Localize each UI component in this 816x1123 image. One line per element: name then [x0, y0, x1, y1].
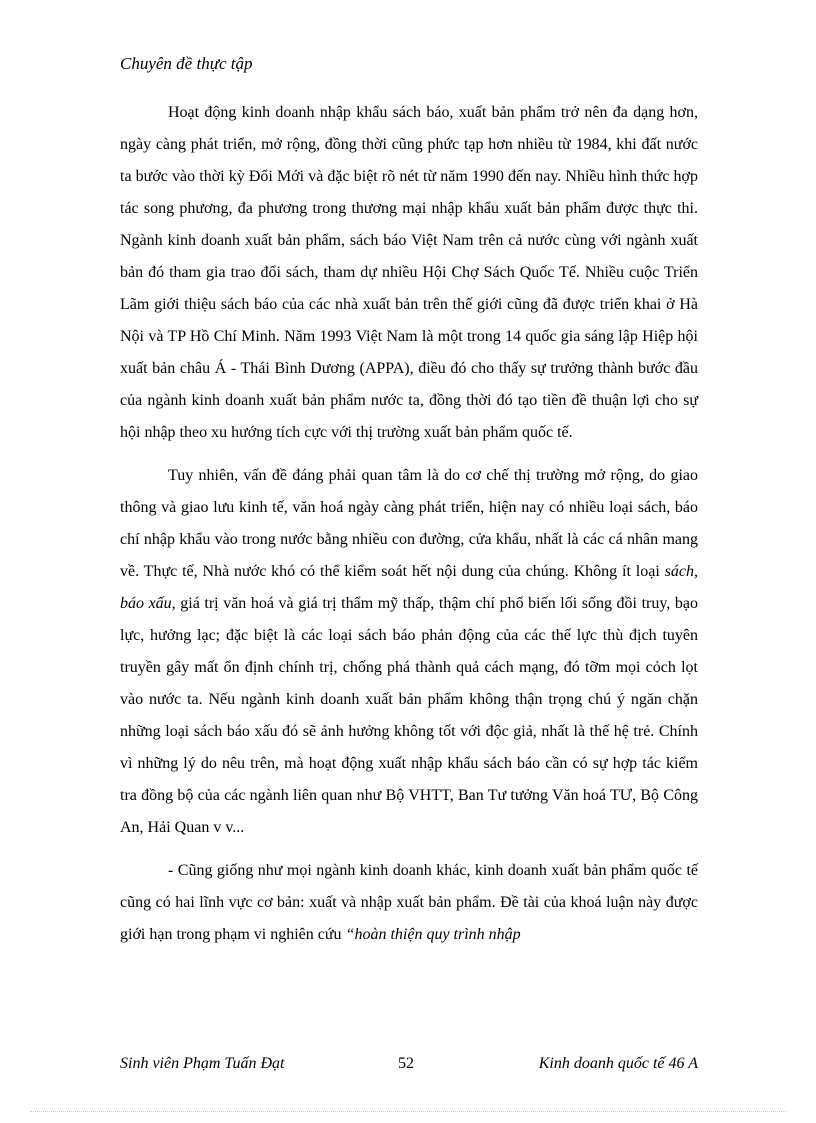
paragraph-text-end: giá trị văn hoá và giá trị thẩm mỹ thấp, thậm chí phổ biến lối sống đồi truy, bạo lực, hưởng lạc; đặc biệt là các loại sách báo phản động của các thế lực thù địch tuyên truyền gây mất ổn định chính trị, chống phá thành quả cách mạng, đó tỡm mọi cỏch lọt vào nước ta. Nếu ngành kinh doanh xuất bản phẩm không thận trọng chú ý ngăn chặn những loại sách báo xấu đó sẽ ảnh hưởng không tốt với độc giả, nhất là thế hệ trẻ. Chính vì những lý do nêu trên, mà hoạt động xuất nhập khẩu sách báo cần có sự hợp tác kiểm tra đồng bộ của các ngành liên quan như Bộ VHTT, Ban Tư tưởng Văn hoá TƯ, Bộ Công An, Hải Quan v v...	[120, 595, 698, 836]
paragraph-text-start: - Cũng giống như mọi ngành kinh doanh khác, kinh doanh xuất bản phẩm quốc tế cũng có hai lĩnh vực cơ bản: xuất và nhập xuất bản phẩm. Đề tài của khoá luận này được giới hạn trong phạm vi nghiên cứu	[120, 862, 698, 943]
page-header	[120, 50, 253, 78]
body-content	[120, 97, 698, 951]
page-bottom-edge	[30, 1111, 786, 1112]
document-title: Chuyên đề thực tập	[120, 54, 253, 73]
emphasized-phrase: sách, báo xấu,	[120, 563, 698, 612]
paragraph-text-start: Tuy nhiên, vấn đề đáng phải quan tâm là do cơ chế thị trường mở rộng, do giao thông và giao lưu kinh tế, văn hoá ngày càng phát triển, hiện nay có nhiều loại sách, báo chí nhập khẩu vào trong nước bằng nhiều con đường, cửa khẩu, nhất là các cá nhân mang về. Thực tế, Nhà nước khó có thể kiểm soát hết nội dung của chúng. Không ít loại	[120, 467, 698, 580]
emphasized-phrase: “hoàn thiện quy trình nhập	[345, 926, 521, 943]
paragraph-import-history	[120, 97, 698, 449]
paragraph-market-concerns	[120, 460, 698, 844]
page-footer	[120, 1050, 698, 1078]
footer-page-number: 52	[398, 1055, 414, 1072]
paragraph-thesis-scope	[120, 855, 698, 951]
paragraph-text: Hoạt động kinh doanh nhập khẩu sách báo, xuất bản phẩm trở nên đa dạng hơn, ngày càng phát triển, mở rộng, đồng thời cũng phức tạp hơn nhiều từ 1984, khi đất nước ta bước vào thời kỳ Đổi Mới và đặc biệt rõ nét từ năm 1990 đến nay. Nhiều hình thức hợp tác song phương, đa phương trong thương mại nhập khẩu xuất bản phẩm được thực thi. Ngành kinh doanh xuất bản phẩm, sách báo Việt Nam trên cả nước cùng với ngành xuất bản đó tham gia trao đổi sách, tham dự nhiều Hội Chợ Sách Quốc Tế. Nhiều cuộc Triển Lãm giới thiệu sách báo của các nhà xuất bản trên thế giới cũng đã được triển khai ở Hà Nội và TP Hồ Chí Minh. Năm 1993 Việt Nam là một trong 14 quốc gia sáng lập Hiệp hội xuất bản châu Á - Thái Bình Dương (APPA), điều đó cho thấy sự trưởng thành bước đầu của ngành kinh doanh xuất bản phẩm nước ta, đồng thời đó tạo tiền đề thuận lợi cho sự hội nhập theo xu hướng tích cực với thị trường xuất bản phẩm quốc tế.	[120, 104, 698, 441]
footer-class: Kinh doanh quốc tế 46 A	[538, 1055, 698, 1072]
footer-author: Sinh viên Phạm Tuấn Đạt	[120, 1055, 285, 1072]
